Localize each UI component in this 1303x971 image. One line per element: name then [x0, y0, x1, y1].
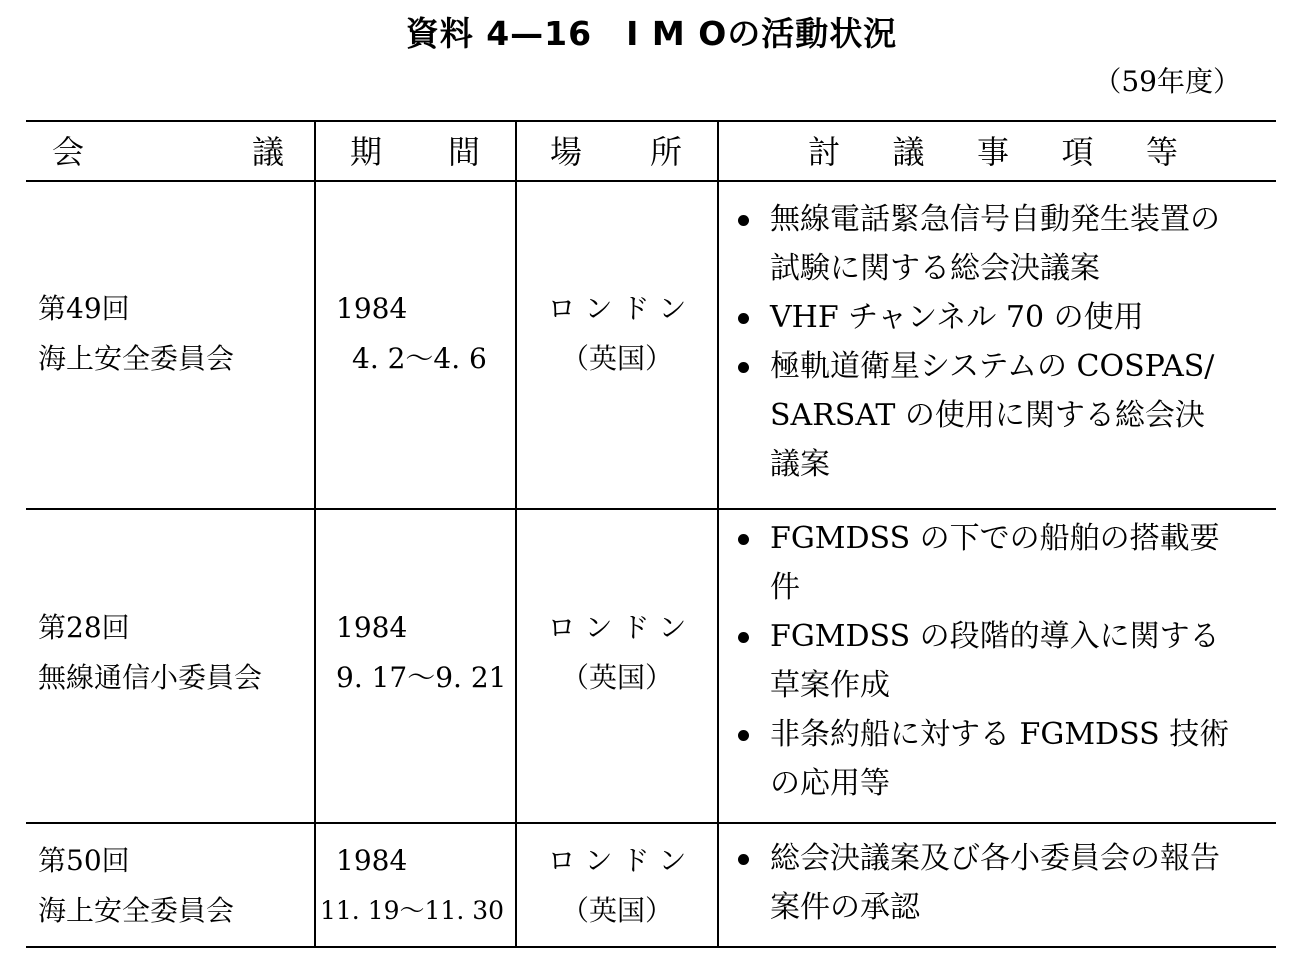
topics-cell — [730, 834, 1275, 932]
period-dates: 4. 2〜4. 6 — [352, 342, 487, 375]
place-cell — [519, 284, 715, 384]
topic-item — [730, 195, 1275, 244]
row-divider — [26, 822, 1276, 824]
header-char: 間 — [447, 133, 480, 171]
place-country: （英国） — [560, 661, 673, 694]
topic-item — [730, 834, 1275, 883]
document-title: 資料 4—16 I M Oの活動状況 — [405, 14, 898, 53]
topic-line: 非条約船に対する FGMDSS 技術 — [770, 717, 1230, 752]
header-char: 項 — [1061, 133, 1094, 171]
column-divider — [717, 120, 719, 946]
header-bottom-rule — [26, 180, 1276, 182]
header-char: 場 — [550, 133, 583, 171]
meeting-cell — [38, 603, 310, 703]
topic-line: 無線電話緊急信号自動発生装置の — [770, 202, 1220, 237]
place-city: ロ ン ド ン — [547, 292, 687, 325]
topic-item — [730, 293, 1275, 342]
header-period — [350, 120, 480, 180]
meeting-name: 海上安全委員会 — [38, 894, 235, 927]
meeting-cell — [38, 284, 310, 384]
period-year: 1984 — [336, 611, 408, 644]
header-char: 議 — [251, 133, 284, 171]
column-divider — [314, 120, 316, 946]
header-char: 事 — [976, 133, 1009, 171]
topics-cell — [730, 195, 1275, 489]
table-bottom-rule — [26, 946, 1276, 948]
header-char: 議 — [892, 133, 925, 171]
topic-line: 案件の承認 — [770, 890, 920, 925]
period-cell — [336, 284, 511, 384]
period-cell — [336, 603, 511, 703]
meeting-session: 第49回 — [38, 292, 130, 325]
topic-line: 極軌道衛星システムの COSPAS/ — [770, 349, 1215, 384]
topic-line: 議案 — [770, 447, 830, 482]
topic-line: SARSAT の使用に関する総会決 — [770, 398, 1205, 433]
period-dates: 11. 19〜11. 30 — [320, 896, 505, 925]
topic-item — [730, 342, 1275, 391]
topics-cell — [730, 514, 1275, 808]
topic-line: 草案作成 — [770, 668, 890, 703]
topic-line: 件 — [770, 570, 800, 605]
place-cell — [519, 603, 715, 703]
header-meeting — [52, 120, 284, 180]
topic-item — [730, 612, 1275, 661]
topic-line: VHF チャンネル 70 の使用 — [770, 300, 1144, 335]
header-char: 会 — [52, 133, 85, 171]
meeting-session: 第28回 — [38, 611, 130, 644]
header-topics — [808, 120, 1178, 180]
meeting-cell — [38, 836, 310, 936]
period-cell — [320, 836, 513, 936]
meeting-name: 無線通信小委員会 — [38, 661, 263, 694]
topic-item — [730, 514, 1275, 563]
column-divider — [515, 120, 517, 946]
place-city: ロ ン ド ン — [547, 611, 687, 644]
place-city: ロ ン ド ン — [547, 844, 687, 877]
row-divider — [26, 508, 1276, 510]
header-char: 討 — [808, 133, 841, 171]
topic-line: の応用等 — [770, 766, 890, 801]
header-char: 期 — [350, 133, 383, 171]
period-year: 1984 — [336, 292, 408, 325]
header-char: 等 — [1145, 133, 1178, 171]
header-char: 所 — [649, 133, 682, 171]
fiscal-year-label: （59年度） — [1093, 65, 1241, 98]
place-country: （英国） — [560, 894, 673, 927]
period-dates: 9. 17〜9. 21 — [336, 661, 507, 694]
topic-item — [730, 710, 1275, 759]
period-year: 1984 — [336, 844, 408, 877]
topic-line: 試験に関する総会決議案 — [770, 251, 1100, 286]
topic-line: 総会決議案及び各小委員会の報告 — [770, 841, 1220, 876]
place-country: （英国） — [560, 342, 673, 375]
meeting-session: 第50回 — [38, 844, 130, 877]
header-place — [550, 120, 682, 180]
place-cell — [519, 836, 715, 936]
topic-line: FGMDSS の下での船舶の搭載要 — [770, 521, 1220, 556]
meeting-name: 海上安全委員会 — [38, 342, 235, 375]
topic-line: FGMDSS の段階的導入に関する — [770, 619, 1220, 654]
